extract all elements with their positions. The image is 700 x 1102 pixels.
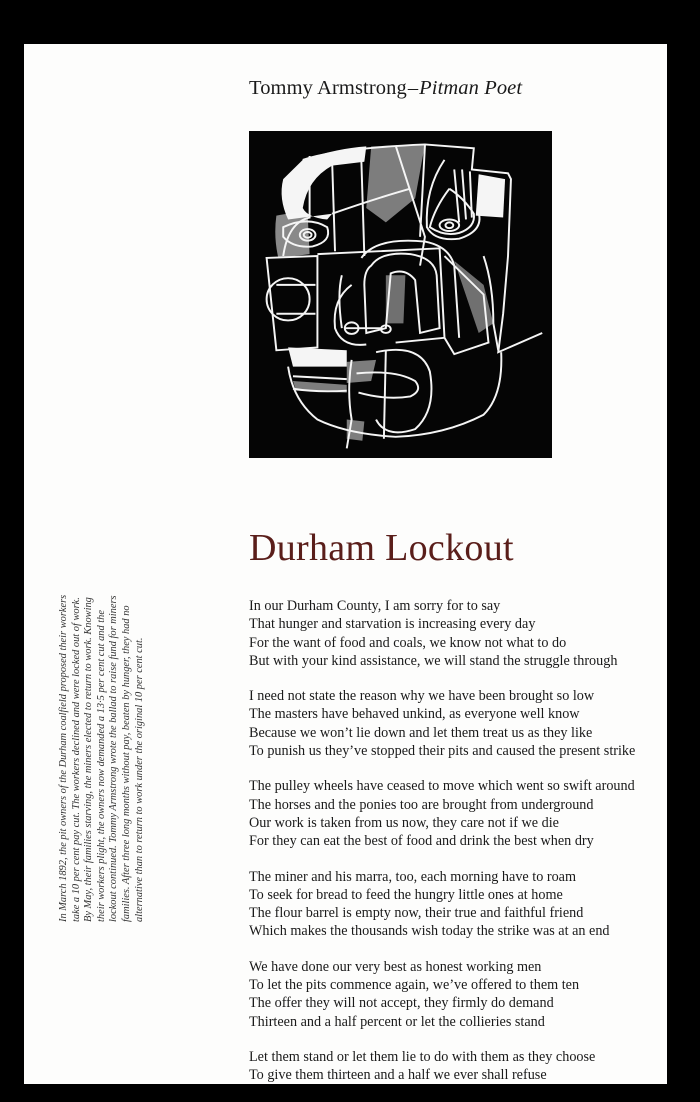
woodcut-illustration xyxy=(249,131,552,458)
stanza-1 xyxy=(249,597,649,670)
sidenote-line: alternative than to return to work under the original 10 per cent cut. xyxy=(133,637,145,922)
sidenote-line: their workers plight, the owners now demanded a 13·5 per cent cut and the xyxy=(95,610,107,922)
poem-line: Because we won’t lie down and let them treat us as they like xyxy=(249,724,593,741)
sidenote-line: In March 1892, the pit owners of the Durham coalfield proposed their workers xyxy=(58,594,69,922)
historical-sidenote xyxy=(58,542,146,922)
stanza-6 xyxy=(249,1048,649,1085)
poem-line: For the want of food and coals, we know not what to do xyxy=(249,634,567,651)
poem-line: In our Durham County, I am sorry for to say xyxy=(249,598,501,614)
page-header xyxy=(249,77,522,100)
stanza-5 xyxy=(249,958,649,1031)
poem-title: Durham Lockout xyxy=(249,527,514,569)
poem-line: The miner and his marra, too, each morning have to roam xyxy=(249,868,576,885)
poem-line: The horses and the ponies too are brought from underground xyxy=(249,796,594,813)
sidenote-line: lockout continued. Tommy Armstrong wrote the ballad to raise fund for miners xyxy=(108,595,120,922)
poem-line: I need not state the reason why we have been brought so low xyxy=(249,688,595,705)
poem-line: We have done our very best as honest working men xyxy=(249,958,542,975)
stanza-4 xyxy=(249,868,649,941)
sidenote-line: By May, their families starving, the miners elected to return to work. Knowing xyxy=(83,597,95,922)
poem-line: The pulley wheels have ceased to move which went so swift around xyxy=(249,778,635,795)
poem-line: To let the pits commence again, we’ve offered to them ten xyxy=(249,977,580,994)
stanza-2 xyxy=(249,687,649,760)
poem-line: To give them thirteen and a half we ever shall refuse xyxy=(249,1067,547,1084)
abstract-face-image xyxy=(249,131,552,458)
header-dash: – xyxy=(407,77,419,99)
sidenote-line: take a 10 per cent pay cut. The workers declined and were locked out of work. xyxy=(70,597,82,922)
poem-body xyxy=(249,597,649,1102)
header-subtitle: Pitman Poet xyxy=(419,77,523,99)
poem-line: The offer they will not accept, they firmly do demand xyxy=(249,995,554,1012)
poem-line: But with your kind assistance, we will stand the struggle through xyxy=(249,652,618,669)
author-name: Tommy Armstrong xyxy=(249,77,407,99)
poem-line: The masters have behaved unkind, as everyone well know xyxy=(249,706,580,723)
poem-line: That hunger and starvation is increasing every day xyxy=(249,616,536,633)
poem-line: Which makes the thousands wish today the strike was at an end xyxy=(249,923,610,940)
poem-line: To punish us they’ve stopped their pits and caused the present strike xyxy=(249,743,636,760)
poem-line: For they can eat the best of food and drink the best when dry xyxy=(249,833,594,850)
poem-line: Let them stand or let them lie to do with them as they choose xyxy=(249,1048,596,1065)
poem-line: To seek for bread to feed the hungry little ones at home xyxy=(249,886,563,903)
sidenote-line: families. After three long months without pay, beaten by hunger, they had no xyxy=(120,605,132,922)
poem-line: Our work is taken from us now, they care not if we die xyxy=(249,814,559,831)
poem-line: Thirteen and a half percent or let the collieries stand xyxy=(249,1013,545,1030)
stanza-3 xyxy=(249,777,649,850)
poem-line: The flour barrel is empty now, their true and faithful friend xyxy=(249,905,584,922)
